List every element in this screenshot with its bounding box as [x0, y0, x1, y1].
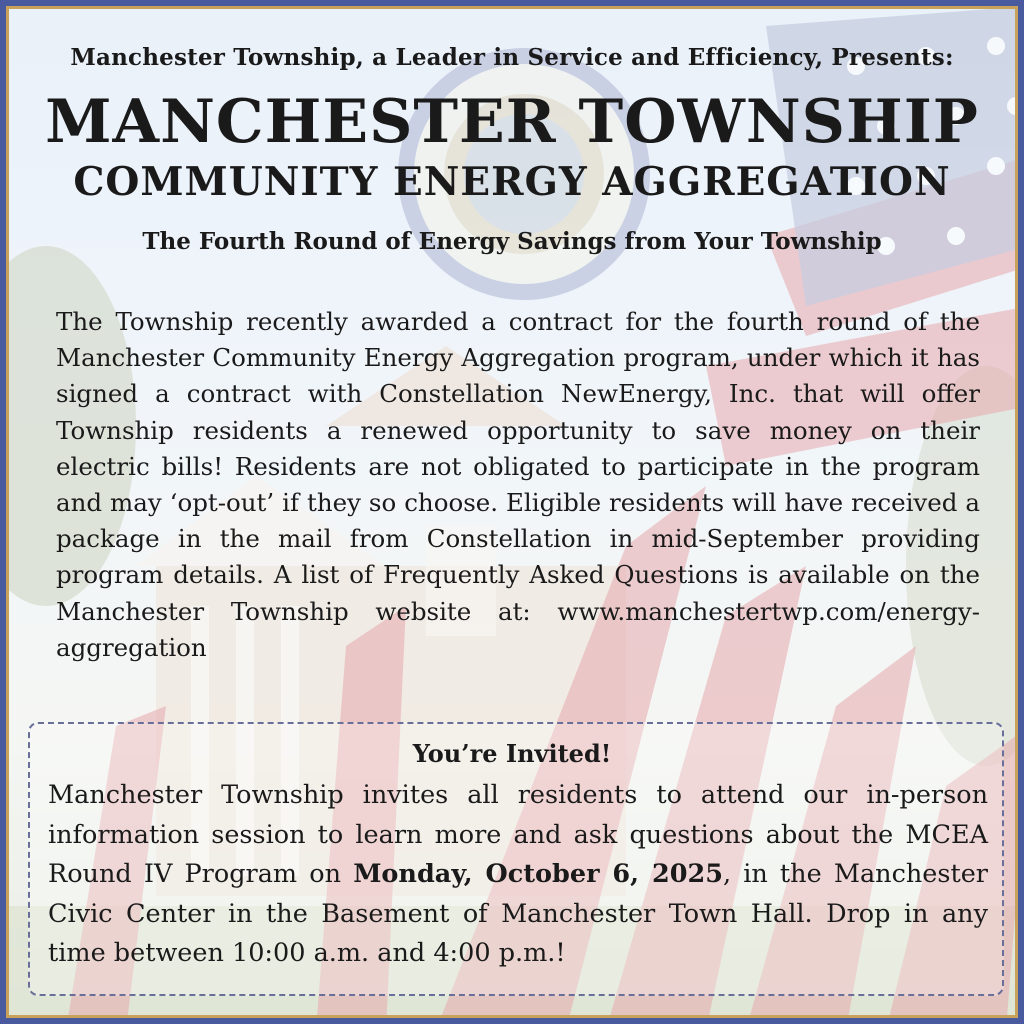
- invitation-title: You’re Invited!: [412, 739, 612, 768]
- invitation-text-before: Manchester Township invites all residents to attend our in-person information session to learn more and ask questions about the MCEA Round IV Program on: [48, 780, 988, 889]
- page-subtitle: COMMUNITY ENERGY AGGREGATION: [73, 159, 951, 205]
- tagline: The Fourth Round of Energy Savings from Your Township: [142, 228, 882, 255]
- invitation-text: [48, 776, 988, 974]
- program-description: The Township recently awarded a contract for the fourth round of the Manchester Community Energy Aggregation program, under which it has signed a contract with Constellation NewEnergy, Inc. that will offer Township residents a renewed opportunity to save money on their electric bills! Residents are not obligated to participate in the program and may ‘opt-out’ if they so choose. Eligible residents will have received a package in the mail from Constellation in mid-September providing program details. A list of Frequently Asked Questions is available on the Manchester Township website at: www.manchestertwp.com/energy-aggregation: [56, 307, 980, 662]
- presents-line: Manchester Township, a Leader in Service and Efficiency, Presents:: [70, 44, 954, 71]
- invitation-text-after: , in the Manchester Civic Center in the Basement of Manchester Town Hall. Drop in any time between 10:00 a.m. and 4:00 p.m.!: [48, 859, 988, 968]
- event-date: Monday, October 6, 2025: [353, 859, 723, 889]
- page-title: MANCHESTER TOWNSHIP: [45, 87, 979, 157]
- flyer-content: [6, 6, 1018, 1018]
